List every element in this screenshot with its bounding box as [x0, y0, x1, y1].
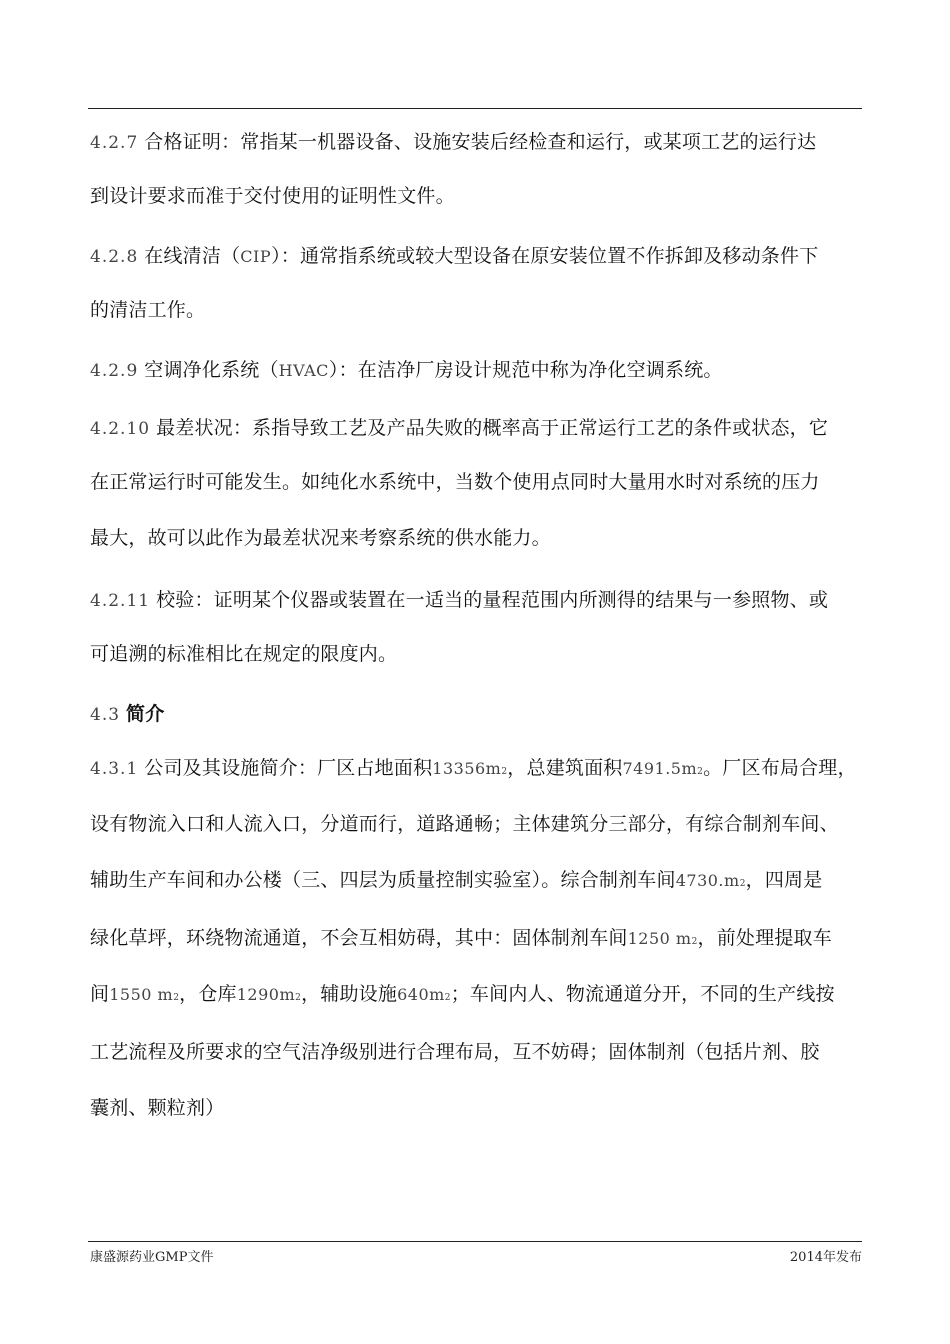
paragraph-text: ，总建筑面积	[507, 757, 623, 779]
paragraph-text: 辅助生产车间和办公楼（三、四层为质量控制实验室）。综合制剂车间	[90, 869, 676, 891]
unit-superscript: 2	[501, 767, 508, 777]
section-4-3-1-line-6	[90, 1040, 820, 1064]
section-4-3-heading	[90, 702, 164, 727]
paragraph-text: ，辅助设施	[301, 983, 398, 1005]
section-4-2-8-line-2	[90, 298, 205, 322]
area-value: 7491.5m	[622, 759, 698, 778]
section-4-2-11-line-2	[90, 642, 397, 666]
area-value: 1290m	[236, 985, 296, 1004]
unit-superscript: 2	[295, 993, 302, 1003]
paragraph-text: ；车间内人、物流通道分开，不同的生产线按	[450, 983, 835, 1005]
area-value: 640m	[397, 985, 445, 1004]
paragraph-text: 在正常运行时可能发生。如纯化水系统中，当数个使用点同时大量用水时对系统的压力	[90, 471, 820, 493]
paragraph-text: ，前处理提取车	[697, 927, 832, 949]
section-4-3-1-line-5	[90, 982, 835, 1010]
unit-superscript: 2	[173, 993, 180, 1003]
section-4-3-1-line-4	[90, 926, 832, 954]
paragraph-text: 间	[90, 983, 110, 1005]
section-4-2-10-line-3	[90, 526, 551, 550]
paragraph-text: ）：在洁净厂房设计规范中称为净化空调系统。	[328, 359, 723, 381]
paragraph-text: 设有物流入口和人流入口，分道而行，道路通畅；主体建筑分三部分，有综合制剂车间、	[90, 813, 839, 835]
area-value: 1250 m	[627, 929, 692, 948]
section-4-2-10-line-1	[90, 416, 828, 441]
section-number: 4.2.11	[90, 591, 151, 611]
footer-publish-date: 2014年发布	[789, 1250, 862, 1265]
section-4-3-1-line-2	[90, 812, 839, 836]
section-4-2-9-line-1	[90, 358, 723, 383]
section-number: 4.2.10	[90, 419, 151, 439]
section-number: 4.3	[90, 705, 121, 725]
paragraph-text: ，仓库	[179, 983, 237, 1005]
section-4-2-10-line-2	[90, 470, 820, 494]
paragraph-text: 绿化草坪，环绕物流通道，不会互相妨碍，其中：固体制剂车间	[90, 927, 628, 949]
paragraph-text: 最差状况：系指导致工艺及产品失败的概率高于正常运行工艺的条件或状态，它	[156, 417, 829, 439]
header-rule	[88, 108, 862, 109]
paragraph-text: 在线清洁（	[144, 245, 241, 267]
area-value: 1550 m	[109, 985, 174, 1004]
section-4-2-7-line-2	[90, 184, 455, 208]
footer-document-name: 康盛源药业GMP文件	[90, 1250, 214, 1265]
unit-superscript: 2	[444, 993, 451, 1003]
paragraph-text: ，四周是	[745, 869, 823, 891]
section-4-2-7-line-1	[90, 130, 816, 155]
paragraph-text: 囊剂、颗粒剂）	[90, 1097, 225, 1119]
paragraph-text: ）：通常指系统或较大型设备在原安装位置不作拆卸及移动条件下	[271, 245, 819, 267]
unit-superscript: 2	[691, 937, 698, 947]
abbreviation: HVAC	[278, 361, 329, 380]
abbreviation: CIP	[240, 247, 272, 266]
section-4-2-8-line-1	[90, 244, 818, 269]
footer-rule	[88, 1241, 862, 1242]
paragraph-text: 工艺流程及所要求的空气洁净级别进行合理布局，互不妨碍；固体制剂（包括片剂、胶	[90, 1041, 820, 1063]
section-number: 4.2.8	[90, 247, 139, 267]
section-4-3-1-line-7	[90, 1096, 224, 1120]
section-4-2-11-line-1	[90, 588, 828, 613]
unit-superscript: 2	[739, 879, 746, 889]
paragraph-text: 。厂区布局合理，	[703, 757, 857, 779]
paragraph-text: 合格证明：常指某一机器设备、设施安装后经检查和运行，或某项工艺的运行达	[144, 131, 817, 153]
section-title: 简介	[126, 703, 165, 725]
area-value: 13356m	[432, 759, 502, 778]
section-number: 4.2.9	[90, 361, 139, 381]
unit-superscript: 2	[697, 767, 704, 777]
paragraph-text: 公司及其设施简介：厂区占地面积	[144, 757, 433, 779]
area-value: 4730.m	[675, 871, 740, 890]
section-4-3-1-line-1	[90, 756, 857, 784]
paragraph-text: 的清洁工作。	[90, 299, 206, 321]
section-4-3-1-line-3	[90, 868, 822, 896]
paragraph-text: 到设计要求而准于交付使用的证明性文件。	[90, 185, 455, 207]
paragraph-text: 空调净化系统（	[144, 359, 279, 381]
section-number: 4.3.1	[90, 759, 139, 779]
paragraph-text: 可追溯的标准相比在规定的限度内。	[90, 643, 398, 665]
paragraph-text: 校验：证明某个仪器或装置在一适当的量程范围内所测得的结果与一参照物、或	[156, 589, 829, 611]
paragraph-text: 最大，故可以此作为最差状况来考察系统的供水能力。	[90, 527, 551, 549]
section-number: 4.2.7	[90, 133, 139, 153]
